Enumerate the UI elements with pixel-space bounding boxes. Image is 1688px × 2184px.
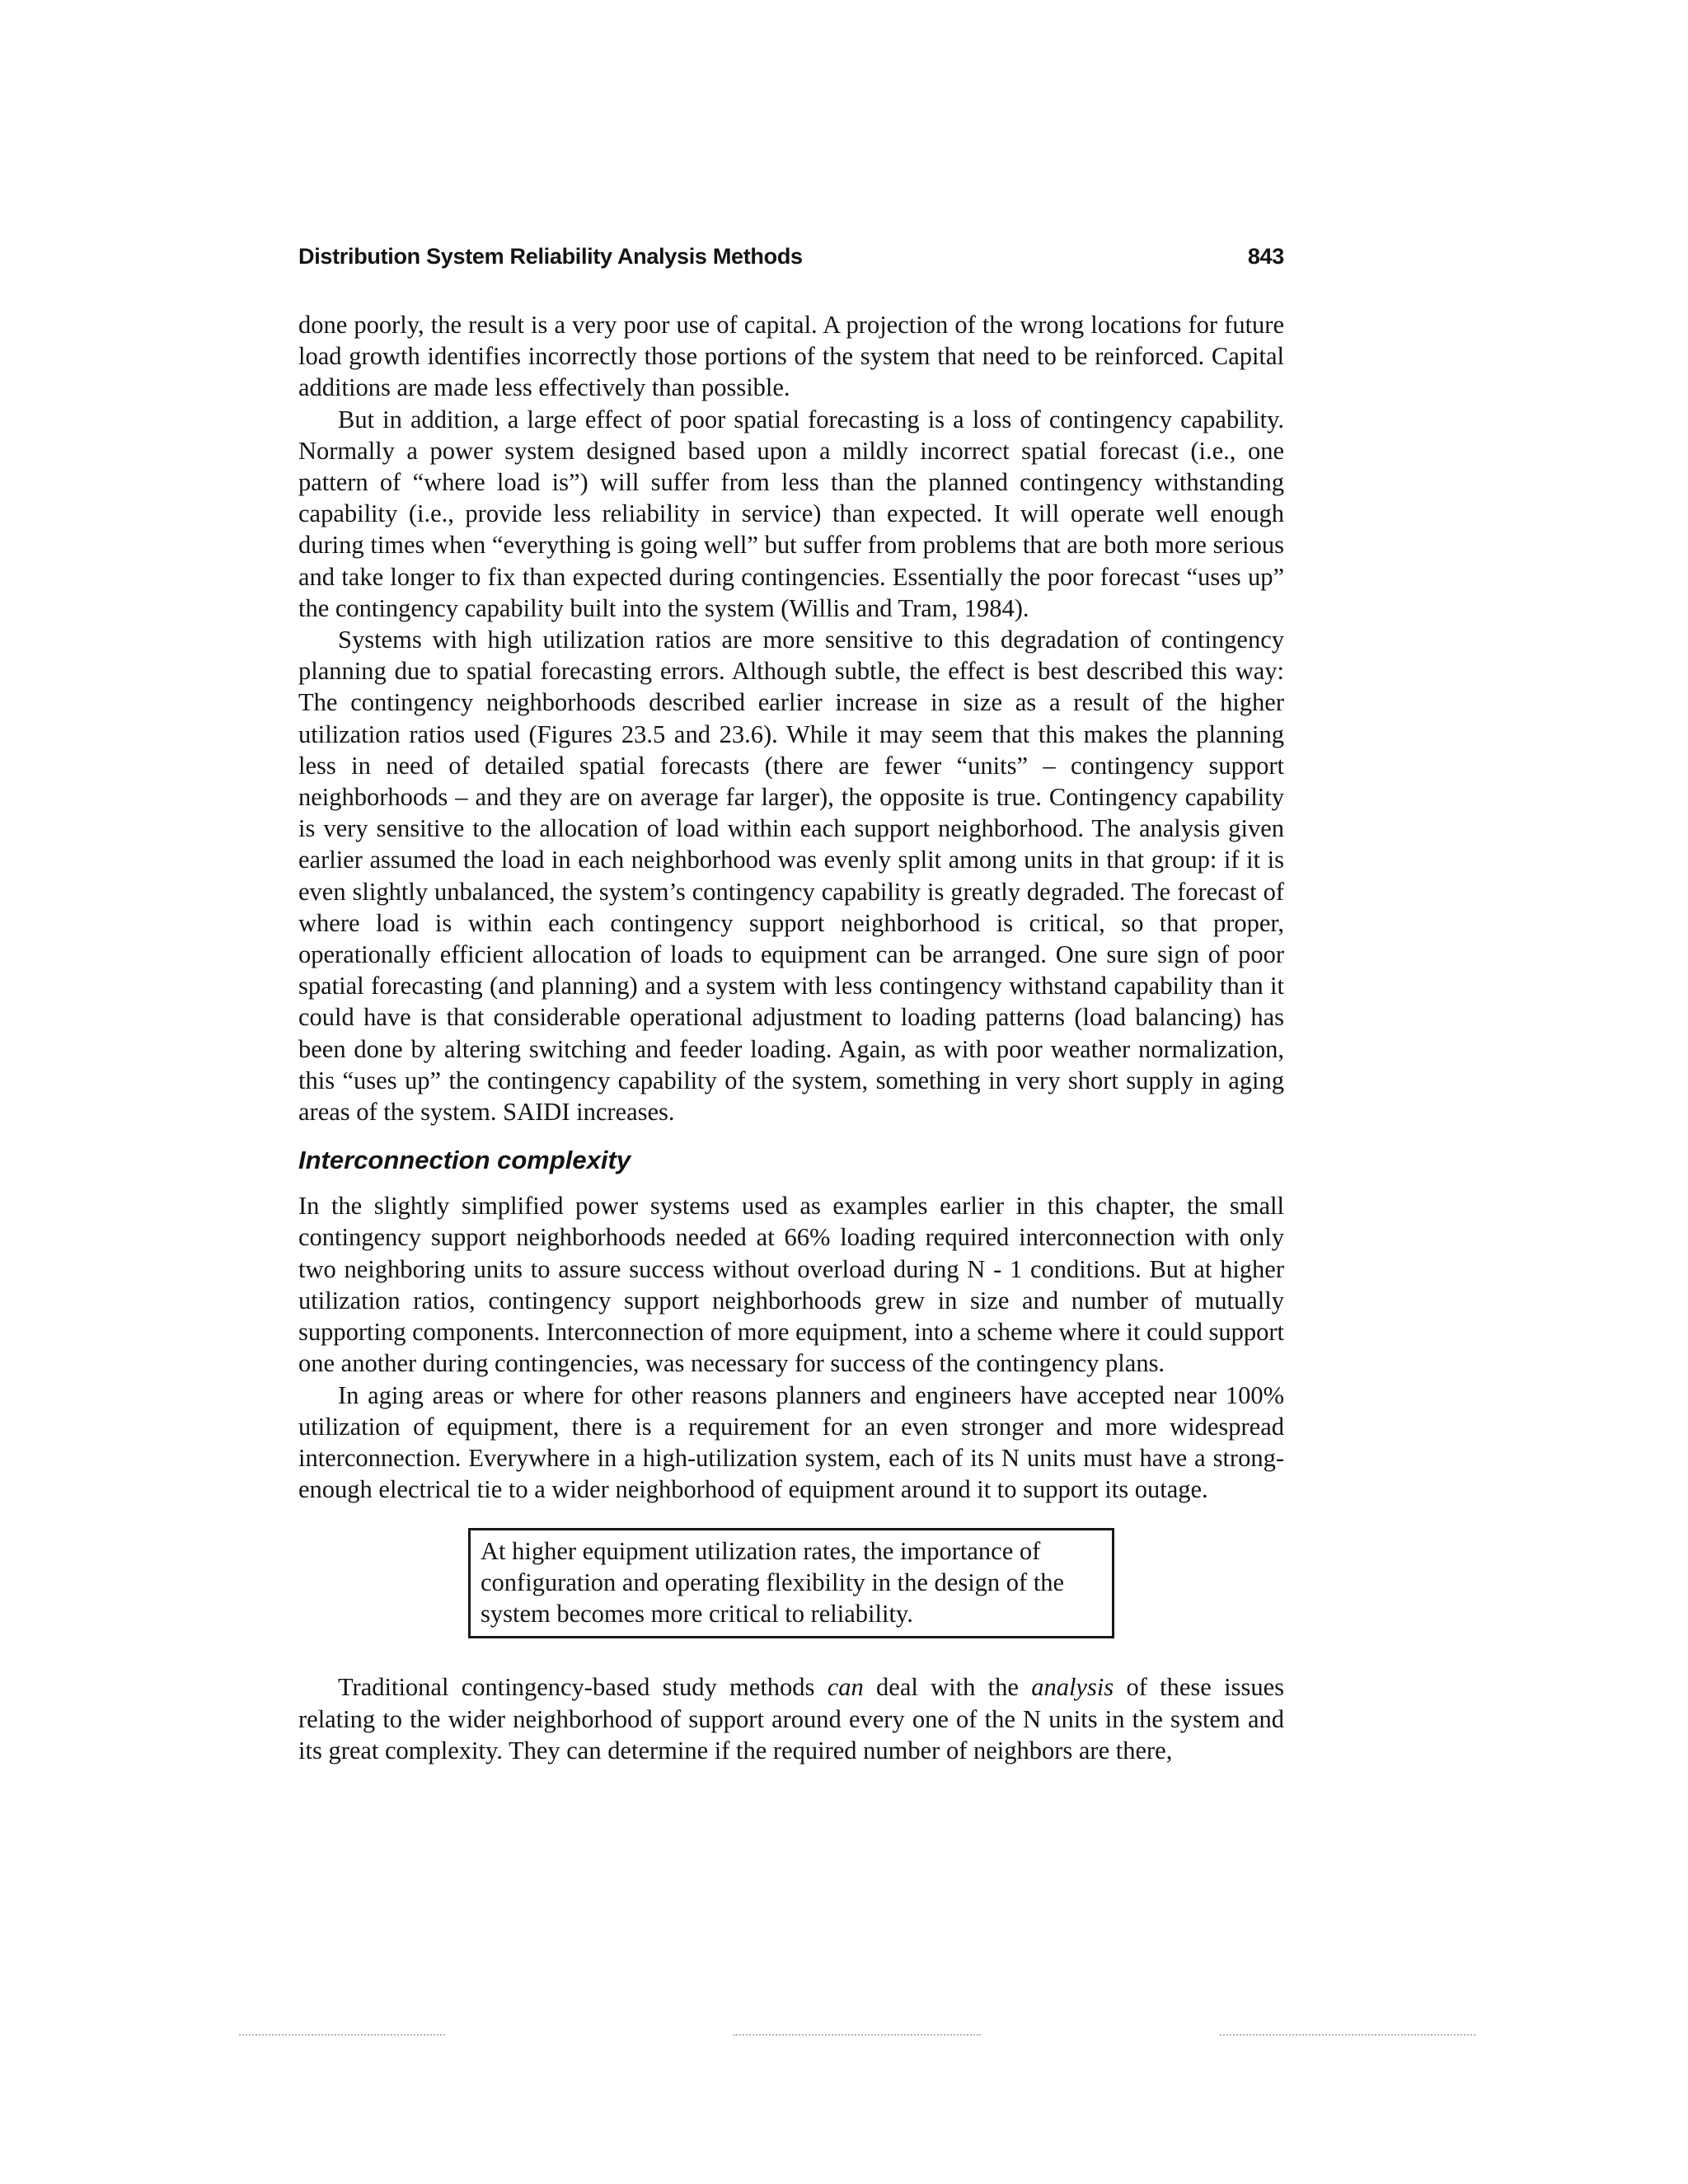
paragraph-text: deal with the [863,1673,1032,1702]
section-heading: Interconnection complexity [298,1146,631,1175]
emphasis-text: analysis [1031,1673,1114,1702]
paragraph: done poorly, the result is a very poor use of capital. A projection of the wrong locations for future load growth identifies incorrectly those portions of the system that need to be reinforced. Capital additions are made less effectively than possible. [298,311,1284,402]
emphasis-text: can [827,1673,864,1702]
scan-mark [734,2034,981,2037]
paragraph: But in addition, a large effect of poor spatial forecasting is a loss of contingency capability. Normally a power system designed based upon a mildly incorrect spatial forecast (i.e., one pattern of “where load is”) will suffer from less than the planned contingency withstanding capability (i.e., provide less reliability in service) than expected. It will operate well enough during times when “everything is going well” but suffer from problems that are both more serious and take longer to fix than expected during contingencies. Essentially the poor forecast “uses up” the contingency capability built into the system (Willis and Tram, 1984). [298,405,1284,622]
running-header [298,244,1284,269]
page-number: 843 [1247,244,1284,269]
scan-mark [239,2034,445,2037]
paragraph: Systems with high utilization ratios are more sensitive to this degradation of contingency planning due to spatial forecasting errors. Although subtle, the effect is best described this way: The contingency neighborhoods described earlier increase in size as a result of the higher utilization ratios used (Figures 23.5 and 23.6). While it may seem that this makes the planning less in need of detailed spatial forecasts (there are fewer “units” – contingency support neighborhoods – and they are on average far larger), the opposite is true. Contingency capability is very sensitive to the allocation of load within each support neighborhood. The analysis given earlier assumed the load in each neighborhood was evenly split among units in that group: if it is even slightly unbalanced, the system’s contingency capability is greatly degraded. The forecast of where load is within each contingency support neighborhood is critical, so that proper, operationally efficient allocation of loads to equipment can be arranged. One sure sign of poor spatial forecasting (and planning) and a system with less contingency withstand capability than it could have is that considerable operational adjustment to loading patterns (load balancing) has been done by altering switching and feeder loading. Again, as with poor weather normalization, this “uses up” the contingency capability of the system, something in very short supply in aging areas of the system. SAIDI increases. [298,626,1284,1127]
document-page [298,244,1284,1766]
paragraph-text: Traditional contingency-based study methods [338,1673,828,1702]
paragraph [298,1671,1284,1766]
paragraph-text: of these issues relating to the wider neighborhood of support around every one of the N units in the system and its great complexity. They can determine if the required number of neighbors are there, [298,1673,1284,1765]
scan-artifact-marks [239,2034,1475,2039]
body-text [298,309,1284,1766]
scan-mark [1220,2034,1475,2037]
running-title: Distribution System Reliability Analysis Methods [298,244,803,269]
callout-box: At higher equipment utilization rates, the importance of configuration and operating flexibility in the design of the system becomes more critical to reliability. [468,1528,1114,1638]
paragraph: In aging areas or where for other reasons planners and engineers have accepted near 100% utilization of equipment, there is a requirement for an even stronger and more widespread interconnection. Everywhere in a high-utilization system, each of its N units must have a strong-enough electrical tie to a wider neighborhood of equipment around it to support its outage. [298,1380,1284,1504]
paragraph: In the slightly simplified power systems used as examples earlier in this chapter, the small contingency support neighborhoods needed at 66% loading required interconnection with only two neighboring units to assure success without overload during N - 1 conditions. But at higher utilization ratios, contingency support neighborhoods grew in size and number of mutually supporting components. Interconnection of more equipment, into a scheme where it could support one another during contingencies, was necessary for success of the contingency plans. [298,1192,1284,1378]
